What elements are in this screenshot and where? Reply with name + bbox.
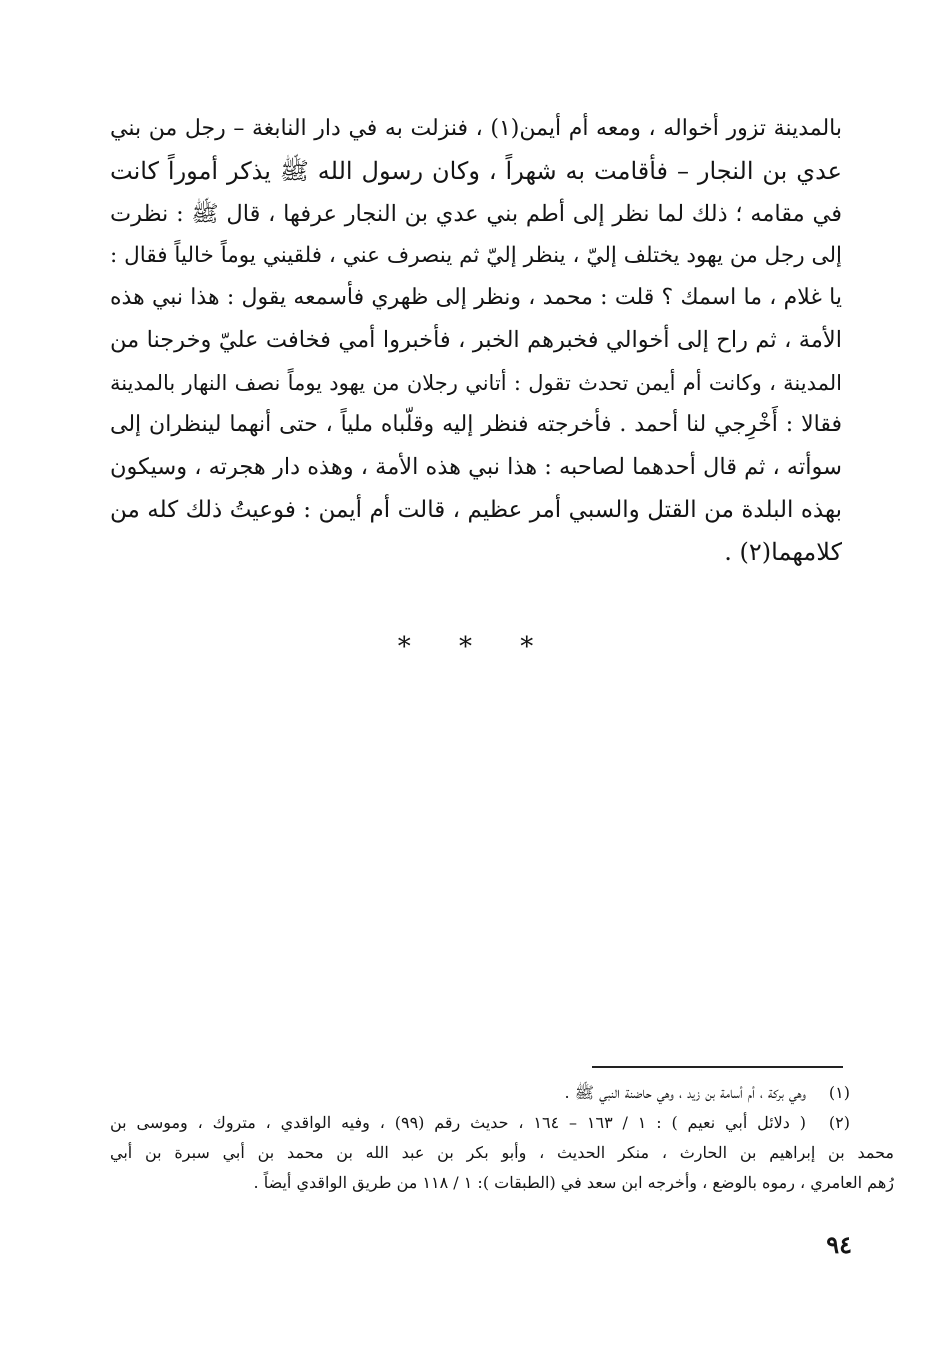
footnote-line: محمد بن إبراهيم بن الحارث ، منكر الحديث ، وأبو بكر بن عبد الله بن محمد بن أبي سبرة بن أبي — [110, 1143, 894, 1162]
body-line: كلامهما(٢) . — [724, 537, 842, 566]
page-number: ٩٤ — [826, 1230, 852, 1259]
footnotes — [110, 1078, 894, 1198]
body-line: المدينة ، وكانت أم أيمن تحدث تقول : أتاني رجلان من يهود يوماً نصف النهار بالمدينة — [110, 370, 842, 395]
footnote-line: ( دلائل أبي نعيم ) : ١ / ١٦٣ – ١٦٤ ، حديث رقم (٩٩) ، وفيه الواقدي ، متروك ، وموسى بن — [110, 1113, 806, 1132]
footnote-1 — [110, 1078, 850, 1108]
footnote-text — [110, 1108, 806, 1138]
body-line: عدي بن النجار – فأقامت به شهراً ، وكان رسول الله ﷺ يذكر أموراً كانت — [110, 157, 842, 186]
footnote-number: (١) — [828, 1083, 850, 1102]
footnote-number: (٢) — [828, 1113, 850, 1132]
body-line: إلى رجل من يهود يختلف إليّ ، ينظر إليّ ثم ينصرف عني ، فلقيني يوماً خالياً فقال : — [110, 242, 842, 268]
footnote-line: وهي بركة ، أم أسامة بن زيد ، وهي حاضنة النبي ﷺ . — [564, 1083, 806, 1102]
footnote-2 — [110, 1108, 850, 1138]
body-line: فقالا : أَخْرِجي لنا أحمد . فأخرجته فنظر إليه وقلّباه ملياً ، حتى أنهما لينظران إلى — [110, 412, 842, 438]
body-line: يا غلام ، ما اسمك ؟ قلت : محمد ، ونظر إلى ظهري فأسمعه يقول : هذا نبي هذه — [110, 285, 842, 311]
section-separator: * * * — [397, 632, 554, 662]
body-line: الأمة ، ثم راح إلى أخوالي فخبرهم الخبر ، فأخبروا أمي فخافت عليّ وخرجنا من — [110, 327, 842, 354]
body-line: سوأته ، ثم قال أحدهما لصاحبه : هذا نبي هذه الأمة ، وهذه دار هجرته ، وسيكون — [110, 454, 842, 481]
body-line: بالمدينة تزور أخواله ، ومعه أم أيمن(١) ، فنزلت به في دار النابغة – رجل من بني — [110, 116, 842, 141]
body-text — [110, 108, 842, 573]
footnote-2-continuation — [110, 1138, 894, 1198]
body-line: في مقامه ؛ ذلك لما نظر إلى أطم بني عدي بن النجار عرفها ، قال ﷺ : نظرت — [110, 200, 842, 227]
body-line: بهذه البلدة من القتل والسبي أمر عظيم ، قالت أم أيمن : فوعيتُ ذلك كله من — [110, 496, 842, 523]
footnote-rule — [592, 1066, 843, 1068]
footnote-text — [110, 1078, 806, 1108]
footnote-line: رُهم العامري ، رموه بالوضع ، وأخرجه ابن سعد في (الطبقات ): ١ / ١١٨ من طريق الواقدي أيضاً . — [253, 1173, 894, 1192]
